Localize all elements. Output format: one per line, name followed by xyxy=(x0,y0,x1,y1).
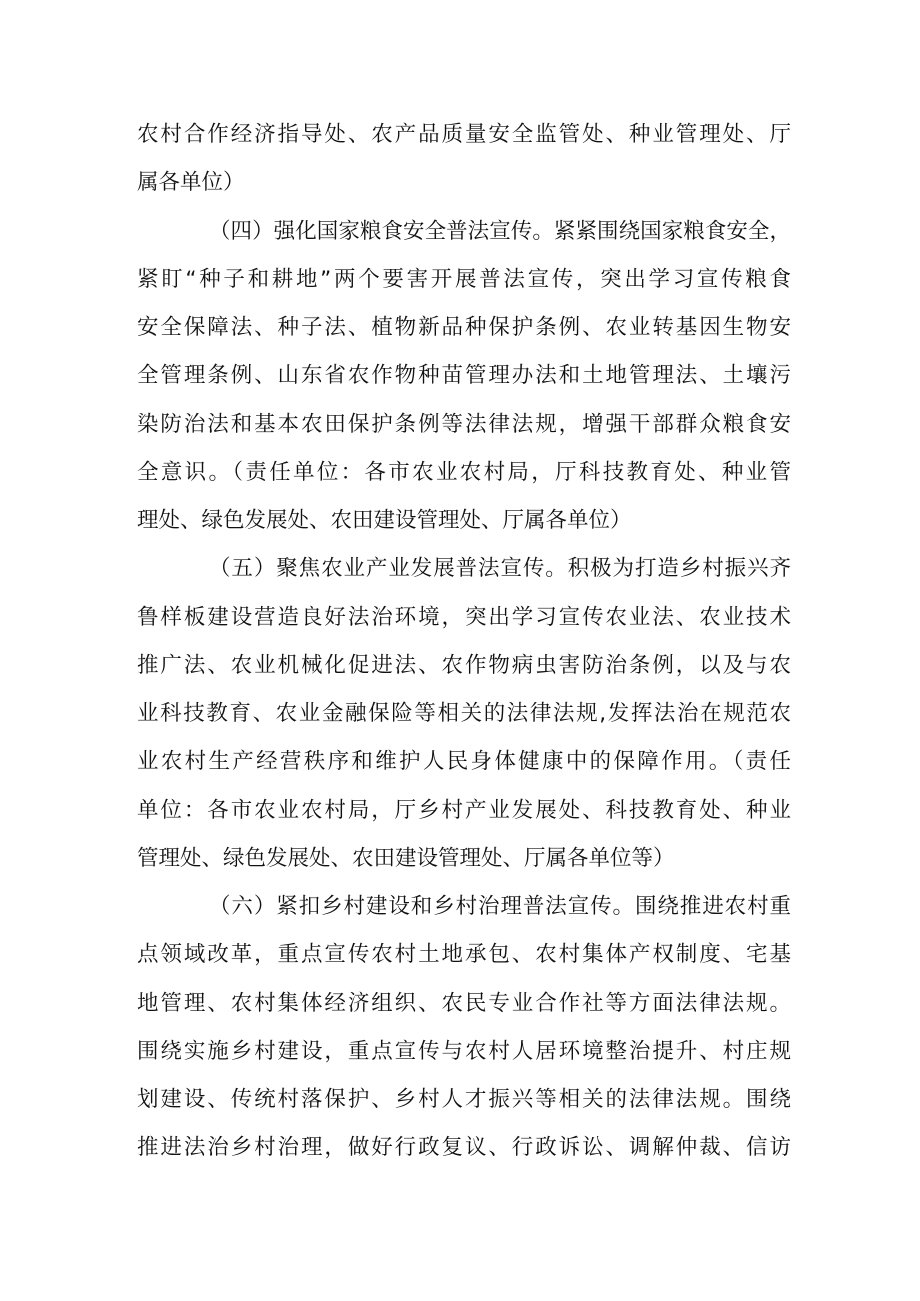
text-line: 管理处、绿色发展处、农田建设管理处、厅属各单位等） xyxy=(137,845,675,871)
paragraph-start-line: （五）聚焦农业产业发展普法宣传。积极为打造乡村振兴齐 xyxy=(209,556,791,582)
text-line: 业科技教育、农业金融保险等相关的法律法规,发挥法治在规范农 xyxy=(137,701,791,726)
text-line: 染防治法和基本农田保护条例等法律法规，增强干部群众粮食安 xyxy=(137,411,791,437)
text-line: 理处、绿色发展处、农田建设管理处、厅属各单位） xyxy=(137,508,632,533)
document-body xyxy=(137,111,791,1173)
text-line: 点领域改革，重点宣传农村土地承包、农村集体产权制度、宅基 xyxy=(137,942,791,968)
paragraph-start-line: （四）强化国家粮食安全普法宣传。紧紧围绕国家粮食安全， xyxy=(209,218,791,244)
text-line: 划建设、传统村落保护、乡村人才振兴等相关的法律法规。围绕 xyxy=(137,1087,791,1112)
text-line: 推广法、农业机械化促进法、农作物病虫害防治条例，以及与农 xyxy=(137,652,791,678)
text-line: 全管理条例、山东省农作物种苗管理办法和土地管理法、土壤污 xyxy=(137,363,791,389)
text-line: 地管理、农村集体经济组织、农民专业合作社等方面法律法规。 xyxy=(137,990,791,1016)
text-line: 农村合作经济指导处、农产品质量安全监管处、种业管理处、厅 xyxy=(137,122,791,147)
text-line: 围绕实施乡村建设，重点宣传与农村人居环境整治提升、村庄规 xyxy=(137,1038,791,1064)
paragraph-start-line: （六）紧扣乡村建设和乡村治理普法宣传。围绕推进农村重 xyxy=(209,894,791,919)
text-line: 推进法治乡村治理，做好行政复议、行政诉讼、调解仲裁、信访 xyxy=(137,1135,791,1161)
text-line: 业农村生产经营秩序和维护人民身体健康中的保障作用。（责任 xyxy=(137,749,791,775)
text-line: 安全保障法、种子法、植物新品种保护条例、农业转基因生物安 xyxy=(137,315,791,340)
text-line: 鲁样板建设营造良好法治环境，突出学习宣传农业法、农业技术 xyxy=(137,604,791,630)
text-line: 紧盯“种子和耕地”两个要害开展普法宣传，突出学习宣传粮食 xyxy=(137,266,791,292)
text-line: 属各单位） xyxy=(137,170,245,196)
text-line: 单位：各市农业农村局，厅乡村产业发展处、科技教育处、种业 xyxy=(137,797,791,823)
text-line: 全意识。（责任单位：各市农业农村局，厅科技教育处、种业管 xyxy=(137,459,791,485)
